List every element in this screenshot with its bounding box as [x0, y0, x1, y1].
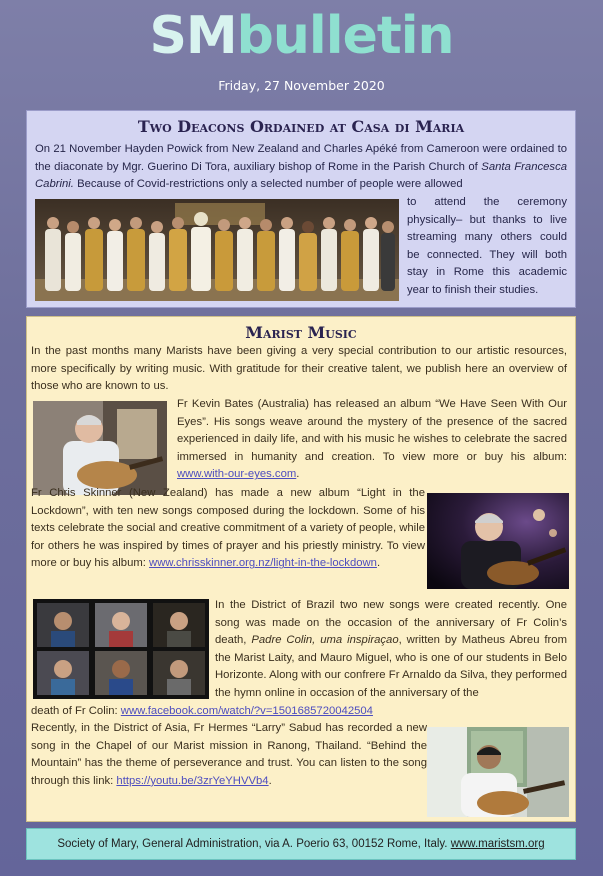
chris-skinner-link[interactable]: www.chrisskinner.org.nz/light-in-the-lockdown: [149, 557, 377, 570]
ordination-group-photo: [35, 199, 399, 301]
article-paragraph: On 21 November Hayden Powick from New Zealand and Charles Apéké from Cameroon were ordained to the diaconate by Mgr. Guerino Di Tora, auxiliary bishop of Rome in the Parish Church of Santa Francesca Cabrini. Because of Covid-restrictions only a selected number of people were allowed: [35, 143, 567, 191]
article-title: Marist Music: [245, 323, 357, 342]
article-paragraph-continued: to attend the ceremony physically– but thanks to live streaming many others could be connected. They will both stay in Rome this academic year to finish their studies.: [407, 196, 567, 296]
footer-address: Society of Mary, General Administration, via A. Poerio 63, 00152 Rome, Italy.: [57, 838, 451, 850]
with-our-eyes-link[interactable]: www.with-our-eyes.com: [177, 468, 297, 481]
kevin-bates-guitar-photo: [33, 401, 167, 495]
masthead: [0, 0, 603, 100]
sm-bulletin-logo: SMbulletin: [149, 6, 454, 66]
footer: [26, 828, 576, 860]
article-deacons-ordained: [26, 110, 576, 308]
colin-link-line: death of Fr Colin: www.facebook.com/watch/?v=1501685720042504: [31, 705, 373, 717]
chris-skinner-paragraph: Fr Chris Skinner (New Zealand) has made a new album “Light in the Lockdown”, with ten new songs composed during the lockdown. Some of his texts celebrate the social and creative commitment of a variety of people, while for others he was inspired by times of prayer and his priestly ministry. To view more or buy his album: www.chrisskinner.org.nz/light-in-the-lockdown.: [31, 487, 425, 570]
article-marist-music: [26, 316, 576, 822]
brazil-paragraph: In the District of Brazil two new songs were created recently. One song was made on the occasion of the anniversary of Fr Colin’s death, Padre Colin, uma inspiraçao, written by Matheus Abreu from the Marist Laity, and Mauro Miguel, who is one of our students in Belo Horizonte. Along with our confrere Fr Arnaldo da Silva, they performed the hymn online in occasion of the anniversary of the: [215, 599, 567, 699]
youtube-link[interactable]: https://youtu.be/3zrYeYHVVb4: [116, 774, 269, 787]
intro-paragraph: In the past months many Marists have been giving a very special contribution to our artistic resources, more specifically by writing music. With gratitude for their creative talent, we publish here an overview of those who are known to us.: [31, 345, 567, 393]
article-title: Two Deacons Ordained at Casa di Maria: [137, 117, 465, 136]
brazil-video-call-collage: [33, 599, 209, 699]
issue-date: Friday, 27 November 2020: [218, 78, 385, 93]
maristsm-website-link[interactable]: www.maristsm.org: [450, 838, 545, 850]
hermes-sabud-guitar-photo: [427, 727, 569, 817]
kevin-bates-paragraph: Fr Kevin Bates (Australia) has released an album “We Have Seen With Our Eyes”. His songs weave around the mystery of the presence of the sacred experienced in daily life, and with his music he wishes to celebrate the sacred immersed in humanity and creation. To view more or buy his album: www.with-our-eyes.com.: [177, 398, 567, 481]
asia-paragraph: Recently, in the District of Asia, Fr Hermes “Larry” Sabud has recorded a new song in the Chapel of our Marist mission in Ranong, Thailand. “Behind the Mountain” has the theme of perseverance and trust. You can listen to the song through this link: https://youtu.be/3zrYeYHVVb4.: [31, 722, 427, 787]
facebook-video-link[interactable]: www.facebook.com/watch/?v=1501685720042504: [120, 705, 373, 717]
chris-skinner-guitar-photo: [427, 493, 569, 589]
